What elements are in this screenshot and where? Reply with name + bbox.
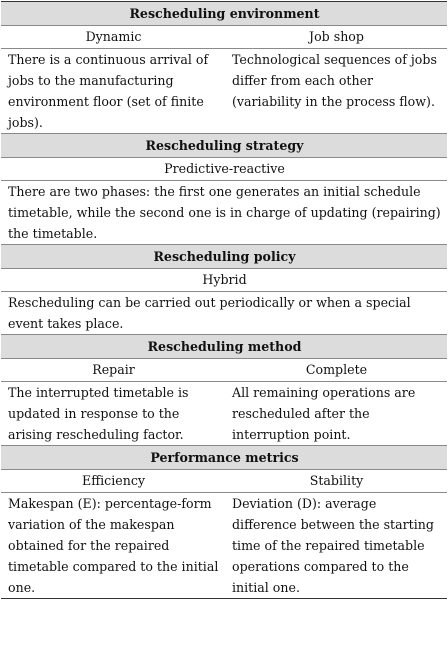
description-cell: The interrupted timetable is updated in response to the arising rescheduling factor. <box>1 382 225 446</box>
column-header: Efficiency <box>1 470 225 493</box>
description-cell: Rescheduling can be carried out periodically or when a special event takes place. <box>1 292 447 335</box>
description-cell: All remaining operations are rescheduled after the interruption point. <box>225 382 447 446</box>
description-cell: Deviation (D): average difference between the starting time of the repaired timetable operations compared to the initial one. <box>225 493 447 599</box>
column-header: Stability <box>225 470 447 493</box>
column-header: Predictive-reactive <box>1 158 447 181</box>
rescheduling-table <box>1 1 447 599</box>
description-cell: Technological sequences of jobs differ from each other (variability in the process flow). <box>225 49 447 134</box>
column-header: Job shop <box>225 26 447 49</box>
column-header: Dynamic <box>1 26 225 49</box>
section-title: Rescheduling environment <box>1 2 447 26</box>
section-title: Rescheduling method <box>1 335 447 359</box>
column-header: Hybrid <box>1 269 447 292</box>
description-cell: There are two phases: the first one generates an initial schedule timetable, while the second one is in charge of updating (repairing) the timetable. <box>1 181 447 245</box>
column-header: Repair <box>1 359 225 382</box>
description-cell: Makespan (E): percentage-form variation of the makespan obtained for the repaired timetable compared to the initial one. <box>1 493 225 599</box>
section-title: Rescheduling strategy <box>1 134 447 158</box>
section-title: Rescheduling policy <box>1 245 447 269</box>
description-cell: There is a continuous arrival of jobs to the manufacturing environment floor (set of finite jobs). <box>1 49 225 134</box>
column-header: Complete <box>225 359 447 382</box>
section-title: Performance metrics <box>1 446 447 470</box>
